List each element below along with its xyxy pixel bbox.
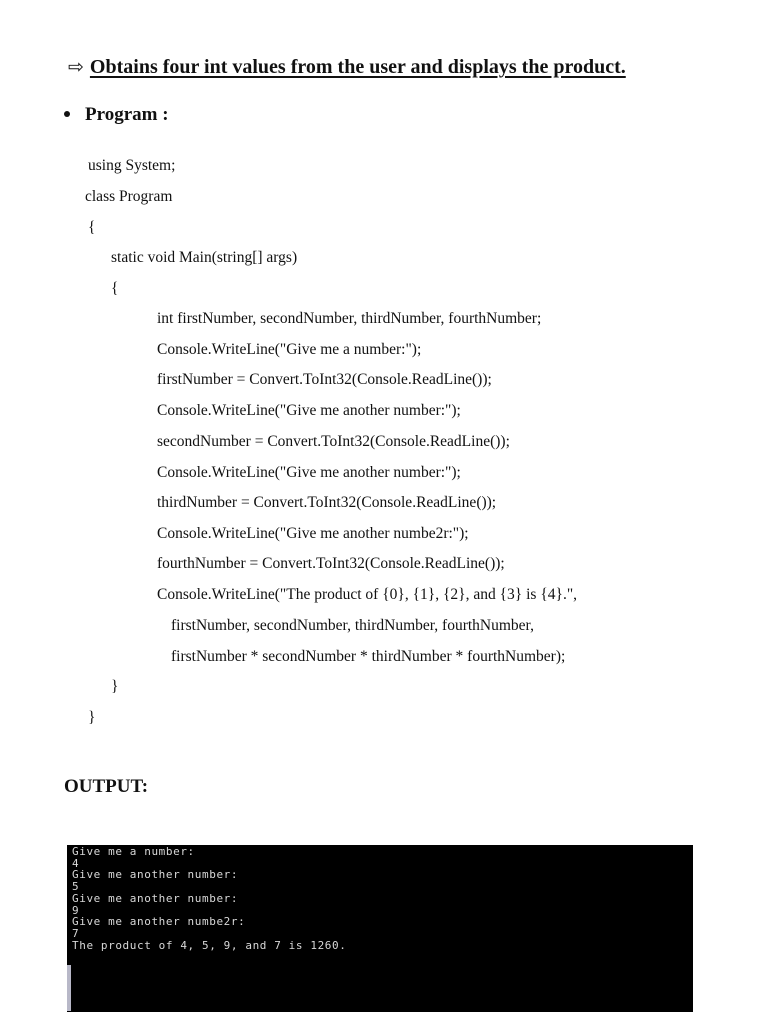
code-line: firstNumber * secondNumber * thirdNumber * fourthNumber); <box>171 648 566 665</box>
console-line: 4 <box>72 856 80 870</box>
console-line: 5 <box>72 880 80 894</box>
arrow-right-icon: ⇨ <box>68 57 84 78</box>
code-line: thirdNumber = Convert.ToInt32(Console.ReadLine()); <box>157 494 497 511</box>
code-line: firstNumber = Convert.ToInt32(Console.ReadLine()); <box>157 371 492 388</box>
heading-title: Obtains four int values from the user and displays the product. <box>89 56 626 78</box>
code-line: firstNumber, secondNumber, thirdNumber, fourthNumber, <box>171 617 534 634</box>
bullet-dot-icon <box>64 111 70 117</box>
code-line: class Program <box>85 188 173 205</box>
code-line: } <box>88 709 96 726</box>
console-line: Give me another number: <box>72 891 239 905</box>
page-heading <box>68 56 626 79</box>
console-line: 9 <box>72 903 80 917</box>
output-label: OUTPUT: <box>64 776 149 797</box>
code-line: static void Main(string[] args) <box>111 249 298 266</box>
console-line: Give me another numbe2r: <box>72 915 246 929</box>
console-line: 7 <box>72 926 80 940</box>
section-label: Program : <box>85 104 169 125</box>
console-line: Give me a number: <box>72 845 195 858</box>
code-line: using System; <box>88 157 176 174</box>
code-line: fourthNumber = Convert.ToInt32(Console.ReadLine()); <box>157 555 505 572</box>
code-line: Console.WriteLine("Give me a number:"); <box>157 341 422 358</box>
code-line: int firstNumber, secondNumber, thirdNumber, fourthNumber; <box>157 310 542 327</box>
console-line: The product of 4, 5, 9, and 7 is 1260. <box>72 938 347 952</box>
code-line: Console.WriteLine("Give me another number:"); <box>157 402 461 419</box>
code-line: Console.WriteLine("Give me another numbe2r:"); <box>157 525 469 542</box>
console-output-screenshot <box>67 845 693 1012</box>
code-line: { <box>88 219 96 236</box>
console-line: Give me another number: <box>72 868 239 882</box>
code-line: } <box>111 678 119 695</box>
code-line: secondNumber = Convert.ToInt32(Console.ReadLine()); <box>157 433 510 450</box>
code-line: { <box>111 280 119 297</box>
code-line: Console.WriteLine("The product of {0}, {1}, {2}, and {3} is {4}.", <box>157 586 578 603</box>
code-line: Console.WriteLine("Give me another number:"); <box>157 464 461 481</box>
section-bullet <box>64 104 169 126</box>
scroll-strip <box>67 965 71 1011</box>
